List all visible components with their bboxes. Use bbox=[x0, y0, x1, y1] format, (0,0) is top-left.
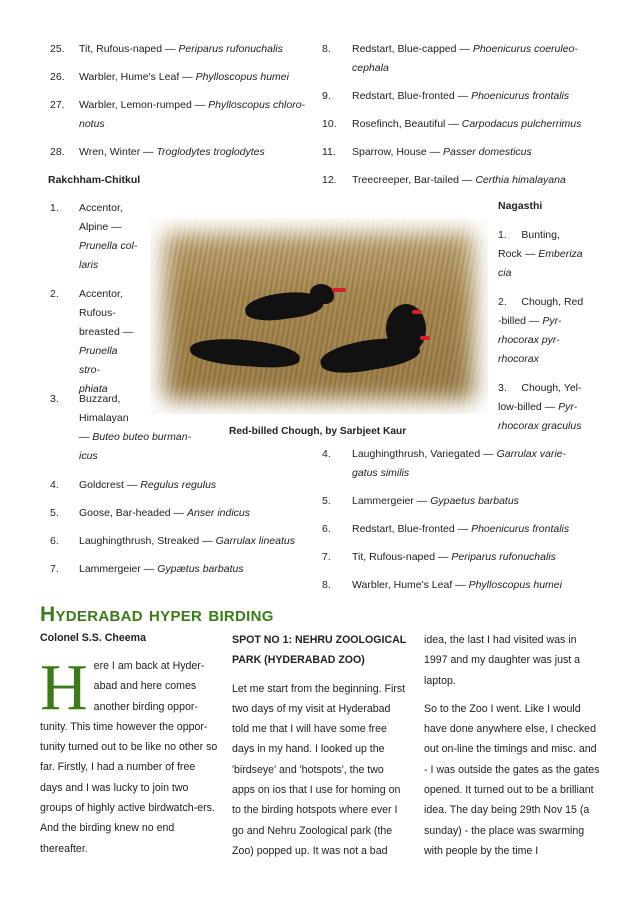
list-item: 1. Bunting, Rock — Emberiza cia bbox=[498, 229, 583, 279]
chough-photo bbox=[150, 218, 488, 414]
paragraph: idea, the last I had visited was in 1997 and my daughter was just a laptop. bbox=[424, 634, 581, 687]
article-column-3 bbox=[424, 630, 600, 861]
drop-cap: H bbox=[40, 651, 88, 724]
paragraph: Let me start from the beginning. First two days of my visit at Hyderabad told me that I will have some free days in my hand. I looked up the 'birdseye' and 'hotspots', the two apps on ios that I use for homing on to the birding hotspots where ever I go and Nehru Zoological park (the Zoo) popped up. It was not a bad bbox=[232, 682, 406, 857]
section-heading-nagasthi: Nagasthi bbox=[498, 200, 543, 212]
list-item: 3. Chough, Yel- low-billed — Pyr- rhocorax graculus bbox=[498, 382, 582, 432]
photo-caption: Red-billed Chough, by Sarbjeet Kaur bbox=[229, 426, 407, 437]
spot-heading: SPOT NO 1: NEHRU ZOOLOGICAL PARK (HYDERABAD ZOO) bbox=[232, 634, 407, 667]
paragraph: So to the Zoo I went. Like I would have done anywhere else, I checked out on-line the timings and misc. and - I was outside the gates as the gates opened. It turned out to be a brilliant idea. The day being 29th Nov 15 (a sunday) - the place was swarming with people by the time I bbox=[424, 702, 600, 857]
article-column-2 bbox=[232, 630, 408, 861]
article-title: Hyderabad hyper birding bbox=[40, 603, 274, 626]
article-author: Colonel S.S. Cheema bbox=[40, 632, 146, 644]
list-item: 2. Chough, Red -billed — Pyr- rhocorax pyr- rhocorax bbox=[498, 296, 584, 365]
section-heading-rakchham: Rakchham-Chitkul bbox=[48, 174, 141, 186]
article-column-1: Here I am back at Hyder-abad and here comes another birding oppor-tunity. This time however the oppor-tunity turned out to be like no other so far. Firstly, I had a number of free days and I was lucky to join two groups of highly active birdwatch-ers. And the birding knew no end thereafter. bbox=[40, 651, 218, 855]
